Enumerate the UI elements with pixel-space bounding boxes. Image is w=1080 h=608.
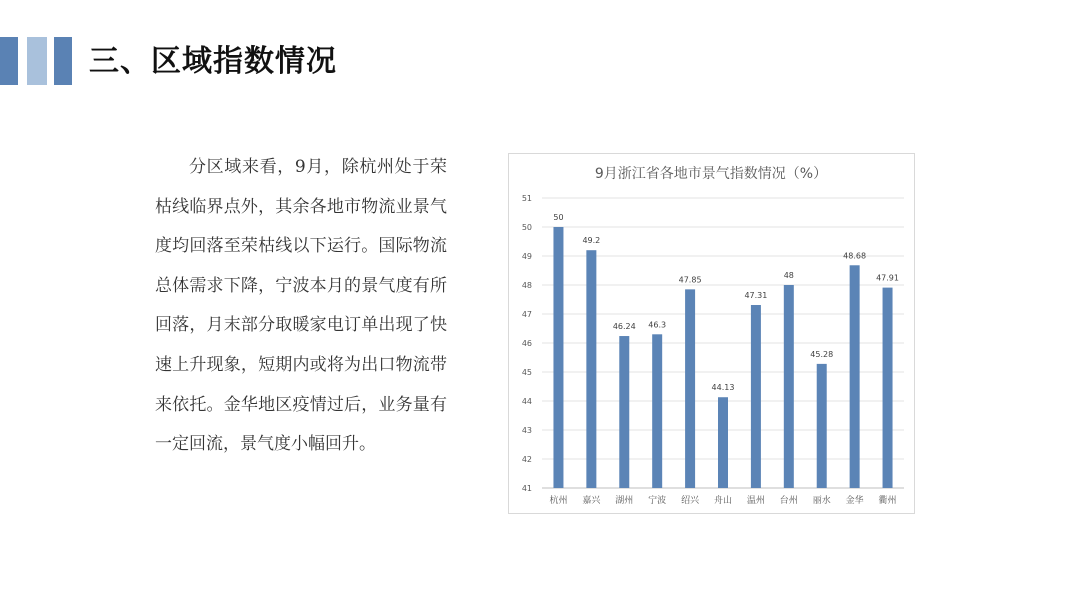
bar xyxy=(817,364,827,488)
y-tick-label: 49 xyxy=(521,252,532,261)
y-tick-label: 48 xyxy=(521,281,532,290)
bar-data-label: 46.24 xyxy=(612,322,636,332)
bar xyxy=(553,227,563,488)
y-tick-label: 51 xyxy=(521,194,532,203)
bar-data-label: 48 xyxy=(783,271,794,280)
x-tick-label: 杭州 xyxy=(549,496,568,506)
title-accent-bar-2 xyxy=(27,37,47,85)
y-tick-label: 42 xyxy=(521,455,532,464)
bar xyxy=(652,334,662,488)
x-tick-label: 金华 xyxy=(845,496,864,506)
x-tick-label: 舟山 xyxy=(713,496,733,506)
bar xyxy=(586,250,596,488)
y-tick-label: 41 xyxy=(521,484,532,493)
bar-data-label: 47.31 xyxy=(744,291,768,301)
body-paragraph: 分区域来看，9月，除杭州处于荣枯线临界点外，其余各地市物流业景气度均回落至荣枯线以下运行。国际物流总体需求下降，宁波本月的景气度有所回落，月末部分取暖家电订单出现了快速上升现象，短期内或将为出口物流带来依托。金华地区疫情过后，业务量有一定回流，景气度小幅回升。 xyxy=(155,157,447,455)
y-tick-label: 47 xyxy=(521,310,532,319)
x-tick-label: 温州 xyxy=(746,496,765,506)
bar xyxy=(718,397,728,488)
page-title: 三、区域指数情况 xyxy=(89,44,337,79)
x-tick-label: 嘉兴 xyxy=(582,496,601,506)
bar-data-label: 47.91 xyxy=(876,273,899,283)
bar xyxy=(685,289,695,488)
bar xyxy=(619,336,629,488)
bar-data-label: 47.85 xyxy=(678,275,702,285)
x-tick-label: 衢州 xyxy=(878,496,897,506)
bar-data-label: 45.28 xyxy=(810,349,834,359)
chart-container xyxy=(508,153,915,514)
y-tick-label: 46 xyxy=(521,339,532,348)
x-tick-label: 湖州 xyxy=(615,496,634,506)
x-tick-label: 宁波 xyxy=(648,496,667,506)
bar-data-label: 44.13 xyxy=(711,383,735,393)
y-tick-label: 44 xyxy=(521,397,532,406)
bar-data-label: 48.68 xyxy=(843,251,867,261)
bar xyxy=(883,288,893,488)
bar-data-label: 50 xyxy=(553,213,564,222)
x-tick-label: 台州 xyxy=(779,496,798,506)
y-tick-label: 43 xyxy=(521,426,532,435)
y-tick-label: 50 xyxy=(521,223,532,232)
x-tick-label: 绍兴 xyxy=(681,496,700,506)
title-accent-bar-1 xyxy=(0,37,18,85)
bar-data-label: 49.2 xyxy=(582,236,601,246)
y-tick-label: 45 xyxy=(521,368,532,377)
chart-title: 9月浙江省各地市景气指数情况（%） xyxy=(594,166,828,182)
bar-chart xyxy=(509,154,914,513)
x-tick-label: 丽水 xyxy=(812,496,831,506)
bar xyxy=(850,265,860,488)
title-accent-bar-3 xyxy=(54,37,72,85)
chart-bars xyxy=(553,227,892,488)
bar-data-label: 46.3 xyxy=(648,320,667,330)
bar xyxy=(784,285,794,488)
bar xyxy=(751,305,761,488)
